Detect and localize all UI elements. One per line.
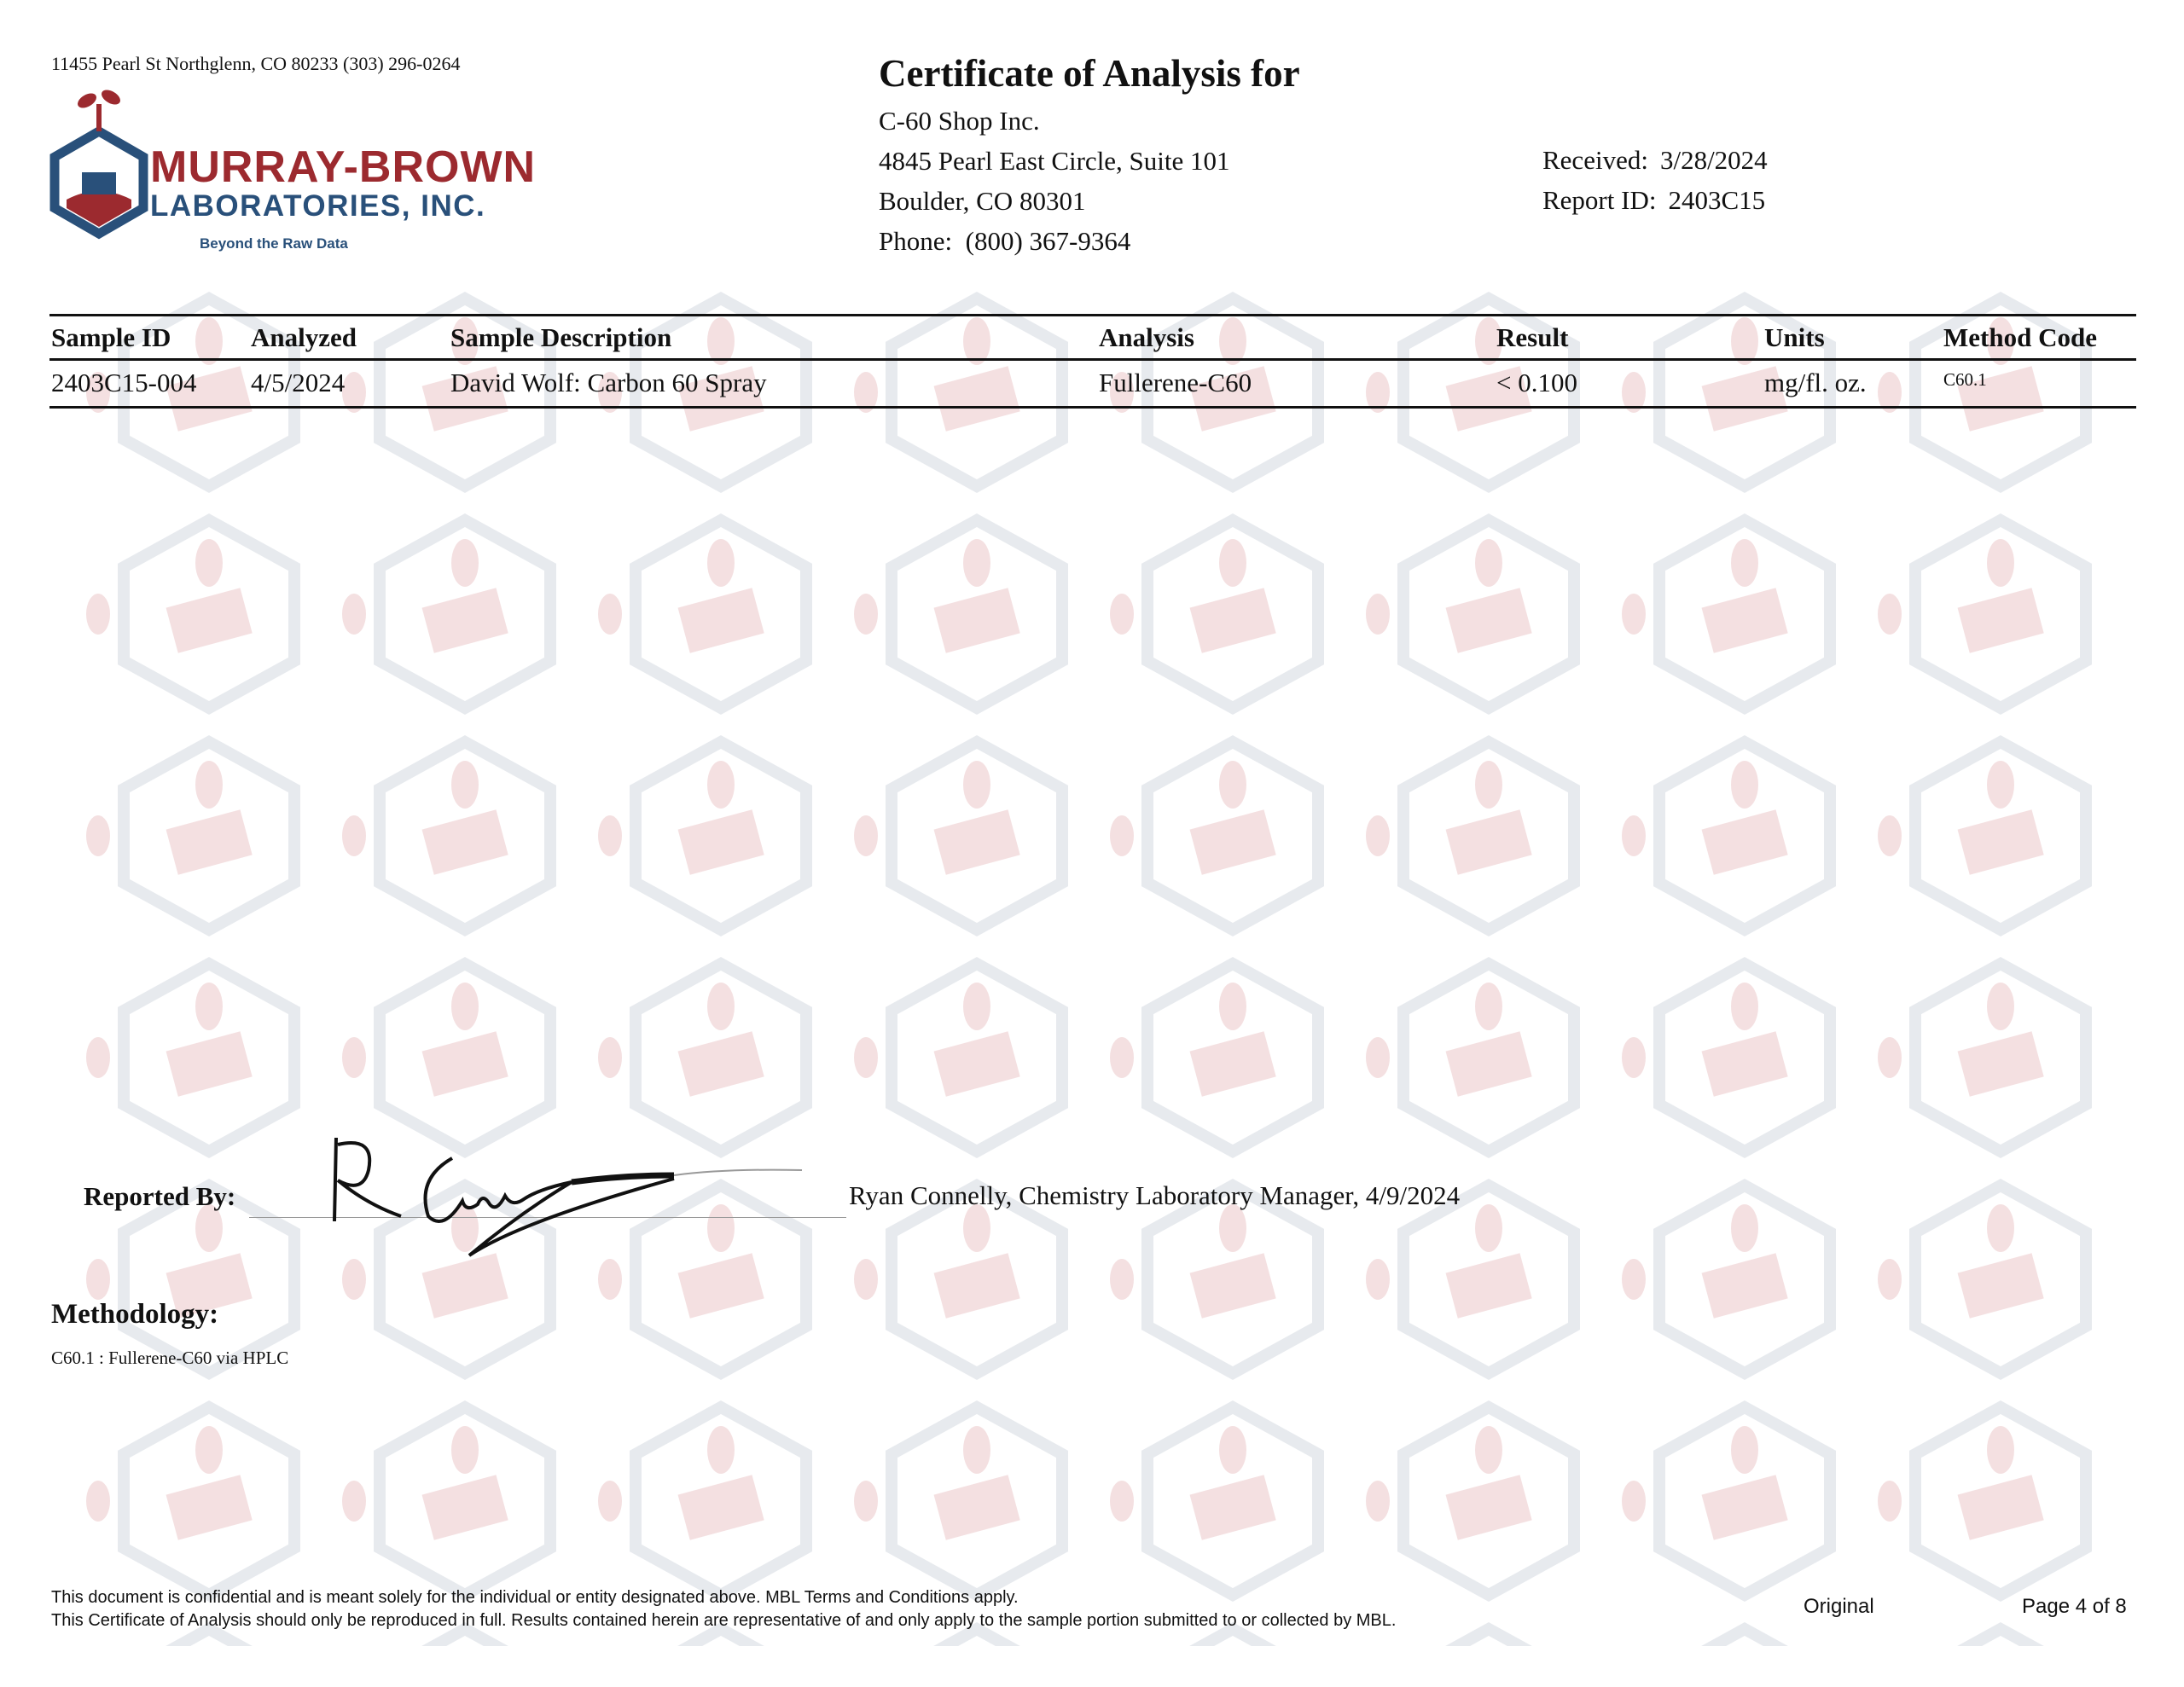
received-row: [1542, 140, 1768, 180]
column-header: Analyzed: [249, 316, 449, 360]
logo-tagline: Beyond the Raw Data: [200, 235, 348, 252]
units-cell: mg/fl. oz.: [1763, 360, 1942, 408]
report-meta: [1542, 140, 1768, 220]
column-header: Sample ID: [49, 316, 249, 360]
methodology-title: Methodology:: [51, 1299, 219, 1330]
lab-address: 11455 Pearl St Northglenn, CO 80233 (303) 296-0264: [51, 53, 461, 74]
report-id-row: [1542, 180, 1768, 220]
table-row: [49, 360, 2136, 408]
logo-name: MURRAY-BROWN: [150, 142, 537, 192]
footer-line: This Certificate of Analysis should only be reproduced in full. Results contained herein are representative of and only apply to the sample portion submitted to or collected by MBL.: [51, 1611, 1397, 1630]
footer-disclaimer: [51, 1586, 1396, 1632]
document-status: Original: [1804, 1595, 1874, 1618]
column-header: Units: [1763, 316, 1942, 360]
report-id-label: Report ID:: [1542, 185, 1657, 215]
sample-description-cell: David Wolf: Carbon 60 Spray: [449, 360, 1097, 408]
sample-id-cell: 2403C15-004: [49, 360, 249, 408]
client-phone-row: [879, 221, 1230, 261]
analysis-cell: Fullerene-C60: [1097, 360, 1495, 408]
watermark-pattern: [81, 281, 2111, 1646]
signature-image: [316, 1128, 810, 1264]
client-phone-label: Phone:: [879, 226, 953, 256]
column-header: Sample Description: [449, 316, 1097, 360]
column-header: Analysis: [1097, 316, 1495, 360]
client-name: C-60 Shop Inc.: [879, 106, 1040, 136]
received-label: Received:: [1542, 145, 1648, 175]
client-street: 4845 Pearl East Circle, Suite 101: [879, 146, 1230, 176]
client-city: Boulder, CO 80301: [879, 186, 1086, 216]
certificate-title: Certificate of Analysis for: [879, 52, 1300, 95]
report-id: 2403C15: [1668, 185, 1766, 215]
column-header: Result: [1495, 316, 1763, 360]
analyzed-date-cell: 4/5/2024: [249, 360, 449, 408]
reported-by-label: Reported By:: [84, 1181, 236, 1211]
signer-name: Ryan Connelly, Chemistry Laboratory Manager, 4/9/2024: [849, 1180, 1461, 1210]
results-table: [49, 314, 2136, 409]
page-number: Page 4 of 8: [2022, 1595, 2127, 1618]
results-header-row: [49, 316, 2136, 360]
method-code-cell: C60.1: [1942, 360, 2136, 408]
logo-subtitle: LABORATORIES, INC.: [150, 189, 486, 223]
client-phone: (800) 367-9364: [965, 226, 1131, 256]
footer-line: This document is confidential and is meant solely for the individual or entity designated above. MBL Terms and Conditions apply.: [51, 1588, 1019, 1607]
column-header: Method Code: [1942, 316, 2136, 360]
company-logo: [48, 87, 560, 252]
client-block: [879, 101, 1230, 261]
received-date: 3/28/2024: [1659, 145, 1768, 175]
result-cell: < 0.100: [1495, 360, 1763, 408]
logo-icon: [48, 87, 150, 249]
methodology-line: C60.1 : Fullerene-C60 via HPLC: [51, 1348, 289, 1368]
